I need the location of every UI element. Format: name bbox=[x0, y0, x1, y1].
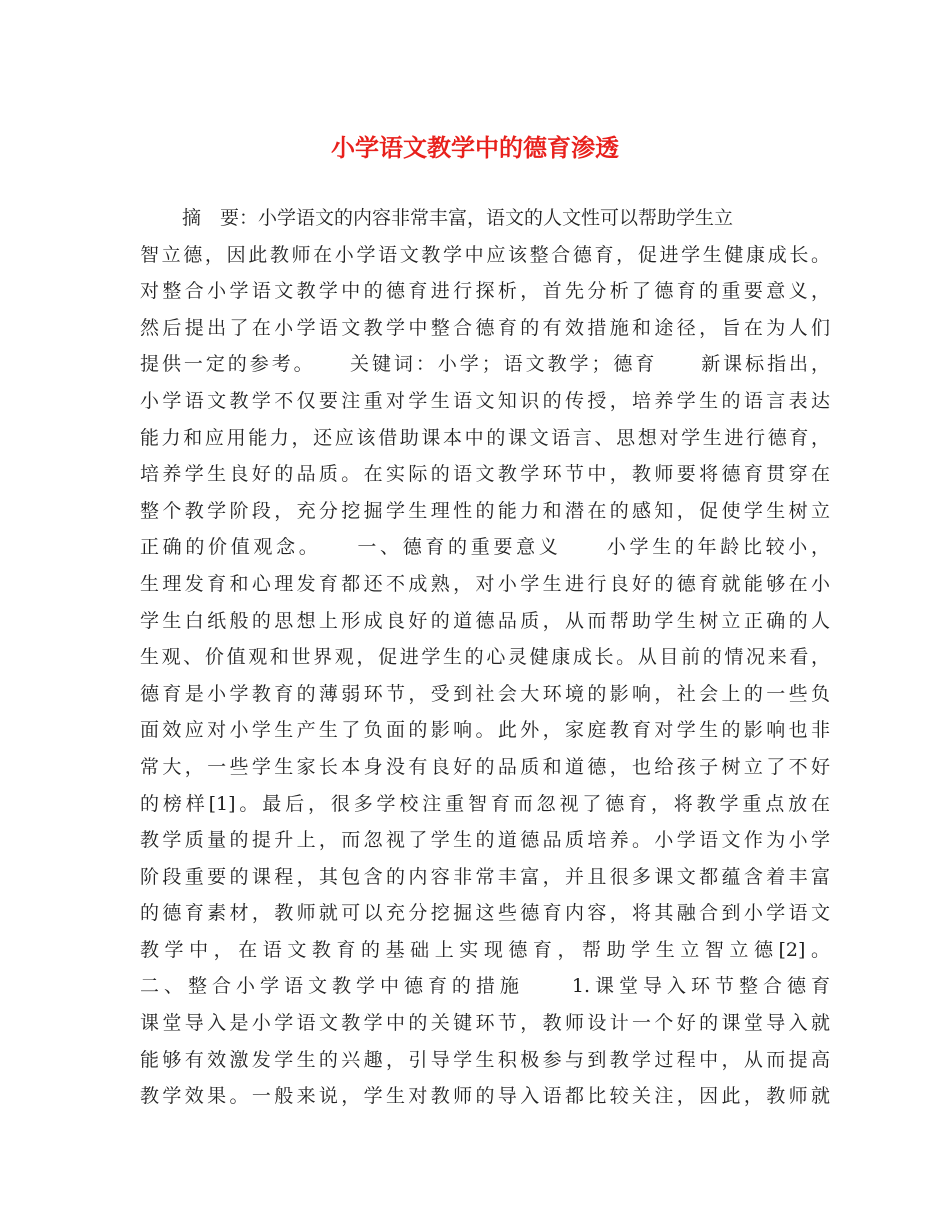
body-line: 生理发育和心理发育都还不成熟，对小学生进行良好的德育就能够在小 bbox=[140, 572, 830, 595]
body-line: 摘 要：小学语文的内容非常丰富，语文的人文性可以帮助学生立 bbox=[182, 207, 734, 229]
body-line: 教学效果。一般来说，学生对教师的导入语都比较关注，因此，教师就 bbox=[140, 1085, 830, 1108]
body-line: 教学中，在语文教育的基础上实现德育，帮助学生立智立德[2]。 bbox=[140, 938, 830, 961]
body-line: 学生白纸般的思想上形成良好的道德品质，从而帮助学生树立正确的人 bbox=[140, 609, 830, 632]
body-line: 生观、价值观和世界观，促进学生的心灵健康成长。从目前的情况来看， bbox=[140, 646, 830, 669]
body-line: 然后提出了在小学语文教学中整合德育的有效措施和途径，旨在为人们 bbox=[140, 316, 830, 339]
body-line: 面效应对小学生产生了负面的影响。此外，家庭教育对学生的影响也非 bbox=[140, 719, 830, 742]
body-line: 能够有效激发学生的兴趣，引导学生积极参与到教学过程中，从而提高 bbox=[140, 1048, 830, 1071]
body-line: 小学语文教学不仅要注重对学生语文知识的传授，培养学生的语言表达 bbox=[140, 389, 830, 412]
body-line: 智立德，因此教师在小学语文教学中应该整合德育，促进学生健康成长。 bbox=[140, 243, 830, 266]
body-line: 对整合小学语文教学中的德育进行探析，首先分析了德育的重要意义， bbox=[140, 280, 830, 303]
body-line: 二、整合小学语文教学中德育的措施 1.课堂导入环节整合德育 bbox=[140, 975, 830, 998]
body-line: 德育是小学教育的薄弱环节，受到社会大环境的影响，社会上的一些负 bbox=[140, 682, 830, 705]
body-line: 阶段重要的课程，其包含的内容非常丰富，并且很多课文都蕴含着丰富 bbox=[140, 865, 830, 888]
body-line: 的德育素材，教师就可以充分挖掘这些德育内容，将其融合到小学语文 bbox=[140, 902, 830, 925]
body-line: 培养学生良好的品质。在实际的语文教学环节中，教师要将德育贯穿在 bbox=[140, 463, 830, 486]
body-line: 正确的价值观念。 一、德育的重要意义 小学生的年龄比较小， bbox=[140, 536, 830, 559]
body-line: 常大，一些学生家长本身没有良好的品质和道德，也给孩子树立了不好 bbox=[140, 755, 830, 778]
body-line: 提供一定的参考。 关键词：小学；语文教学；德育 新课标指出， bbox=[140, 353, 830, 376]
body-line: 整个教学阶段，充分挖掘学生理性的能力和潜在的感知，促使学生树立 bbox=[140, 499, 830, 522]
body-line: 的榜样[1]。最后，很多学校注重智育而忽视了德育，将教学重点放在 bbox=[140, 792, 830, 815]
body-line: 教学质量的提升上，而忽视了学生的道德品质培养。小学语文作为小学 bbox=[140, 829, 830, 852]
document-title: 小学语文教学中的德育渗透 bbox=[331, 133, 619, 162]
body-line: 能力和应用能力，还应该借助课本中的课文语言、思想对学生进行德育， bbox=[140, 426, 830, 449]
document-body bbox=[140, 200, 830, 1115]
body-line: 课堂导入是小学语文教学中的关键环节，教师设计一个好的课堂导入就 bbox=[140, 1012, 830, 1035]
